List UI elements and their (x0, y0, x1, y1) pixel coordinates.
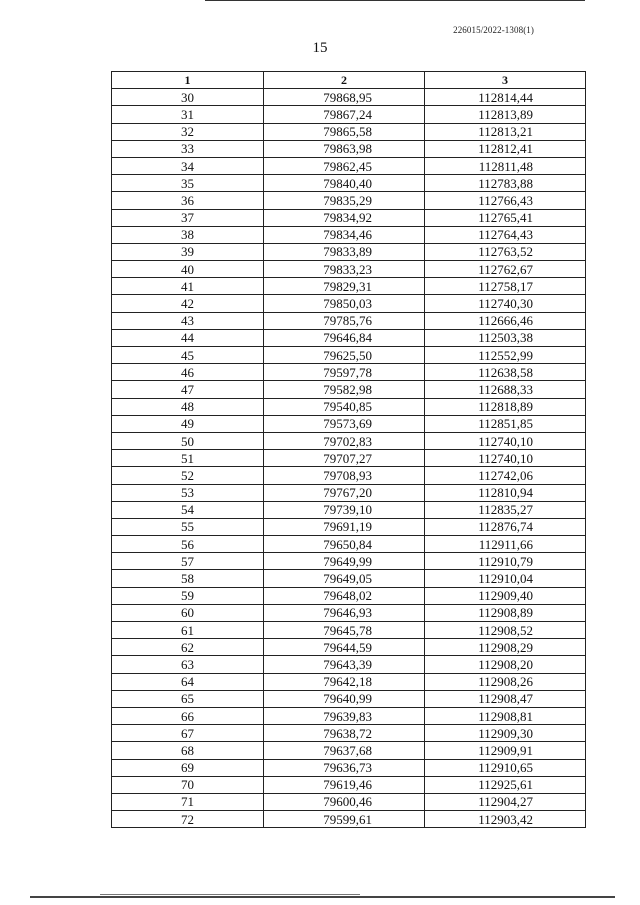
x-coordinate-cell: 79833,89 (264, 243, 425, 260)
point-number-cell: 44 (112, 329, 264, 346)
y-coordinate-cell: 112908,89 (425, 604, 586, 621)
x-coordinate-cell: 79863,98 (264, 140, 425, 157)
point-number-cell: 65 (112, 690, 264, 707)
coordinates-table (111, 71, 586, 828)
x-coordinate-cell: 79645,78 (264, 622, 425, 639)
point-number-cell: 71 (112, 793, 264, 810)
table-row (112, 811, 586, 828)
y-coordinate-cell: 112818,89 (425, 398, 586, 415)
point-number-cell: 51 (112, 450, 264, 467)
y-coordinate-cell: 112911,66 (425, 536, 586, 553)
x-coordinate-cell: 79642,18 (264, 673, 425, 690)
table-row (112, 226, 586, 243)
x-coordinate-cell: 79597,78 (264, 364, 425, 381)
point-number-cell: 43 (112, 312, 264, 329)
point-number-cell: 39 (112, 243, 264, 260)
table-row (112, 209, 586, 226)
table-row (112, 673, 586, 690)
point-number-cell: 55 (112, 518, 264, 535)
y-coordinate-cell: 112740,10 (425, 450, 586, 467)
table-row (112, 295, 586, 312)
point-number-cell: 30 (112, 89, 264, 106)
table-row (112, 707, 586, 724)
x-coordinate-cell: 79540,85 (264, 398, 425, 415)
x-coordinate-cell: 79829,31 (264, 278, 425, 295)
x-coordinate-cell: 79625,50 (264, 347, 425, 364)
point-number-cell: 31 (112, 106, 264, 123)
point-number-cell: 61 (112, 622, 264, 639)
point-number-cell: 62 (112, 639, 264, 656)
y-coordinate-cell: 112908,47 (425, 690, 586, 707)
y-coordinate-cell: 112908,29 (425, 639, 586, 656)
x-coordinate-cell: 79833,23 (264, 261, 425, 278)
x-coordinate-cell: 79573,69 (264, 415, 425, 432)
table-row (112, 243, 586, 260)
x-coordinate-cell: 79850,03 (264, 295, 425, 312)
table-row (112, 192, 586, 209)
y-coordinate-cell: 112812,41 (425, 140, 586, 157)
x-coordinate-cell: 79600,46 (264, 793, 425, 810)
column-header-3: 3 (425, 72, 586, 89)
y-coordinate-cell: 112766,43 (425, 192, 586, 209)
table-row (112, 106, 586, 123)
x-coordinate-cell: 79649,99 (264, 553, 425, 570)
point-number-cell: 70 (112, 776, 264, 793)
y-coordinate-cell: 112503,38 (425, 329, 586, 346)
table-row (112, 639, 586, 656)
point-number-cell: 41 (112, 278, 264, 295)
y-coordinate-cell: 112758,17 (425, 278, 586, 295)
point-number-cell: 68 (112, 742, 264, 759)
table-row (112, 175, 586, 192)
table-row (112, 329, 586, 346)
y-coordinate-cell: 112765,41 (425, 209, 586, 226)
x-coordinate-cell: 79702,83 (264, 432, 425, 449)
y-coordinate-cell: 112638,58 (425, 364, 586, 381)
table-row (112, 467, 586, 484)
y-coordinate-cell: 112908,26 (425, 673, 586, 690)
x-coordinate-cell: 79599,61 (264, 811, 425, 828)
table-row (112, 484, 586, 501)
top-divider-line (205, 0, 585, 1)
table-row (112, 536, 586, 553)
table-row (112, 261, 586, 278)
column-header-1: 1 (112, 72, 264, 89)
document-number: 226015/2022-1308(1) (453, 25, 534, 35)
x-coordinate-cell: 79619,46 (264, 776, 425, 793)
x-coordinate-cell: 79708,93 (264, 467, 425, 484)
point-number-cell: 34 (112, 157, 264, 174)
x-coordinate-cell: 79868,95 (264, 89, 425, 106)
point-number-cell: 35 (112, 175, 264, 192)
x-coordinate-cell: 79865,58 (264, 123, 425, 140)
y-coordinate-cell: 112811,48 (425, 157, 586, 174)
table-header-row (112, 72, 586, 89)
x-coordinate-cell: 79650,84 (264, 536, 425, 553)
x-coordinate-cell: 79637,68 (264, 742, 425, 759)
table-row (112, 123, 586, 140)
x-coordinate-cell: 79640,99 (264, 690, 425, 707)
table-row (112, 501, 586, 518)
x-coordinate-cell: 79648,02 (264, 587, 425, 604)
point-number-cell: 66 (112, 707, 264, 724)
column-header-2: 2 (264, 72, 425, 89)
x-coordinate-cell: 79835,29 (264, 192, 425, 209)
point-number-cell: 52 (112, 467, 264, 484)
point-number-cell: 63 (112, 656, 264, 673)
point-number-cell: 64 (112, 673, 264, 690)
table-row (112, 742, 586, 759)
point-number-cell: 32 (112, 123, 264, 140)
x-coordinate-cell: 79739,10 (264, 501, 425, 518)
point-number-cell: 50 (112, 432, 264, 449)
x-coordinate-cell: 79834,46 (264, 226, 425, 243)
point-number-cell: 38 (112, 226, 264, 243)
table-row (112, 725, 586, 742)
y-coordinate-cell: 112762,67 (425, 261, 586, 278)
x-coordinate-cell: 79643,39 (264, 656, 425, 673)
y-coordinate-cell: 112688,33 (425, 381, 586, 398)
y-coordinate-cell: 112910,65 (425, 759, 586, 776)
table-row (112, 398, 586, 415)
x-coordinate-cell: 79767,20 (264, 484, 425, 501)
y-coordinate-cell: 112908,81 (425, 707, 586, 724)
point-number-cell: 69 (112, 759, 264, 776)
bottom-scan-line (100, 894, 360, 895)
y-coordinate-cell: 112552,99 (425, 347, 586, 364)
table-row (112, 553, 586, 570)
table-row (112, 450, 586, 467)
y-coordinate-cell: 112909,91 (425, 742, 586, 759)
x-coordinate-cell: 79646,84 (264, 329, 425, 346)
x-coordinate-cell: 79649,05 (264, 570, 425, 587)
point-number-cell: 47 (112, 381, 264, 398)
x-coordinate-cell: 79834,92 (264, 209, 425, 226)
point-number-cell: 33 (112, 140, 264, 157)
x-coordinate-cell: 79867,24 (264, 106, 425, 123)
x-coordinate-cell: 79862,45 (264, 157, 425, 174)
x-coordinate-cell: 79691,19 (264, 518, 425, 535)
y-coordinate-cell: 112813,89 (425, 106, 586, 123)
y-coordinate-cell: 112810,94 (425, 484, 586, 501)
point-number-cell: 46 (112, 364, 264, 381)
point-number-cell: 48 (112, 398, 264, 415)
table-row (112, 415, 586, 432)
point-number-cell: 72 (112, 811, 264, 828)
x-coordinate-cell: 79707,27 (264, 450, 425, 467)
table-row (112, 759, 586, 776)
point-number-cell: 45 (112, 347, 264, 364)
x-coordinate-cell: 79646,93 (264, 604, 425, 621)
table-row (112, 518, 586, 535)
table-row (112, 381, 586, 398)
table-row (112, 140, 586, 157)
y-coordinate-cell: 112783,88 (425, 175, 586, 192)
point-number-cell: 56 (112, 536, 264, 553)
y-coordinate-cell: 112908,20 (425, 656, 586, 673)
y-coordinate-cell: 112666,46 (425, 312, 586, 329)
x-coordinate-cell: 79785,76 (264, 312, 425, 329)
y-coordinate-cell: 112813,21 (425, 123, 586, 140)
x-coordinate-cell: 79582,98 (264, 381, 425, 398)
point-number-cell: 60 (112, 604, 264, 621)
x-coordinate-cell: 79638,72 (264, 725, 425, 742)
point-number-cell: 40 (112, 261, 264, 278)
table-row (112, 690, 586, 707)
table-row (112, 587, 586, 604)
y-coordinate-cell: 112814,44 (425, 89, 586, 106)
y-coordinate-cell: 112742,06 (425, 467, 586, 484)
y-coordinate-cell: 112740,10 (425, 432, 586, 449)
x-coordinate-cell: 79644,59 (264, 639, 425, 656)
y-coordinate-cell: 112763,52 (425, 243, 586, 260)
bottom-divider-line (30, 896, 615, 898)
point-number-cell: 67 (112, 725, 264, 742)
x-coordinate-cell: 79840,40 (264, 175, 425, 192)
table-row (112, 364, 586, 381)
x-coordinate-cell: 79636,73 (264, 759, 425, 776)
y-coordinate-cell: 112908,52 (425, 622, 586, 639)
y-coordinate-cell: 112876,74 (425, 518, 586, 535)
table-row (112, 347, 586, 364)
table-row (112, 622, 586, 639)
table-row (112, 793, 586, 810)
point-number-cell: 42 (112, 295, 264, 312)
table-row (112, 312, 586, 329)
x-coordinate-cell: 79639,83 (264, 707, 425, 724)
point-number-cell: 58 (112, 570, 264, 587)
point-number-cell: 36 (112, 192, 264, 209)
table-row (112, 278, 586, 295)
page-number: 15 (312, 40, 328, 56)
y-coordinate-cell: 112909,30 (425, 725, 586, 742)
table-row (112, 776, 586, 793)
y-coordinate-cell: 112903,42 (425, 811, 586, 828)
y-coordinate-cell: 112764,43 (425, 226, 586, 243)
table-row (112, 432, 586, 449)
table-row (112, 157, 586, 174)
point-number-cell: 37 (112, 209, 264, 226)
table-body (112, 89, 586, 828)
point-number-cell: 49 (112, 415, 264, 432)
point-number-cell: 57 (112, 553, 264, 570)
table-row (112, 604, 586, 621)
point-number-cell: 54 (112, 501, 264, 518)
y-coordinate-cell: 112835,27 (425, 501, 586, 518)
y-coordinate-cell: 112910,04 (425, 570, 586, 587)
point-number-cell: 53 (112, 484, 264, 501)
y-coordinate-cell: 112851,85 (425, 415, 586, 432)
y-coordinate-cell: 112740,30 (425, 295, 586, 312)
y-coordinate-cell: 112909,40 (425, 587, 586, 604)
y-coordinate-cell: 112904,27 (425, 793, 586, 810)
y-coordinate-cell: 112925,61 (425, 776, 586, 793)
table-row (112, 570, 586, 587)
point-number-cell: 59 (112, 587, 264, 604)
table-row (112, 89, 586, 106)
table-row (112, 656, 586, 673)
y-coordinate-cell: 112910,79 (425, 553, 586, 570)
